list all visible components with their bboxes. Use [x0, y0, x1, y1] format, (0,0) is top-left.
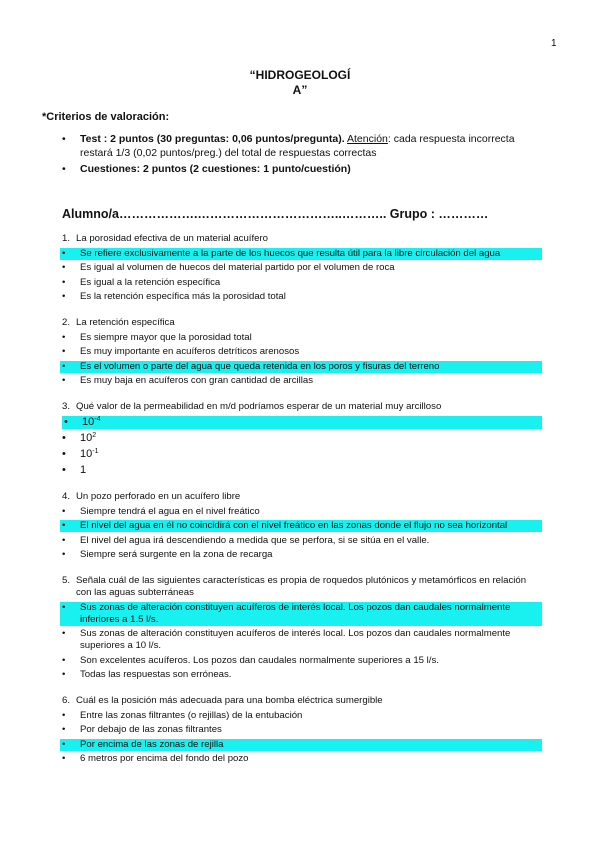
option-text: 6 metros por encima del fondo del pozo: [80, 753, 249, 764]
answer-option: [62, 753, 542, 765]
question-stem: [62, 233, 542, 245]
option-exponent: -1: [92, 448, 99, 455]
question-text: Un pozo perforado en un acuífero libre: [76, 491, 241, 502]
option-text: Es la retención específica más la porosidad total: [80, 291, 286, 302]
question-text: Señala cuál de las siguientes características es propia de roquedos plutónicos y metamórficos en relación con las aguas subterráneas: [76, 575, 527, 598]
answer-option: [62, 549, 542, 561]
option-text: Se refiere exclusivamente a la parte de los huecos que resulta útil para la libre circulación del agua: [80, 247, 501, 259]
option-text: Sus zonas de alteración constituyen acuíferos de interés local. Los pozos dan caudales normalmente superiores a 10 l/s.: [80, 628, 511, 651]
bullet: •: [62, 464, 66, 476]
option-base: 10: [80, 448, 93, 460]
title-line-1: “HIDROGEOLOGÍ: [249, 68, 351, 82]
option-value: [80, 464, 542, 477]
answer-option: [62, 432, 542, 445]
question-number: 2.: [62, 317, 71, 328]
question-2: [62, 317, 542, 387]
option-text: Es el volumen o parte del agua que queda retenida en los poros y fisuras del terreno: [80, 360, 440, 372]
answer-option: [62, 262, 542, 274]
option-value: [82, 416, 542, 429]
question-1: [62, 233, 542, 303]
option-text: Siempre será surgente en la zona de recarga: [80, 549, 273, 560]
bullet: •: [62, 375, 66, 386]
option-text: Es igual a la retención específica: [80, 276, 221, 288]
question-3: [62, 401, 542, 477]
question-text: Cuál es la posición más adecuada para una bomba eléctrica sumergible: [76, 695, 383, 706]
answer-option: [62, 710, 542, 722]
answer-option: [62, 291, 542, 303]
answer-option: [62, 655, 542, 667]
question-stem: [62, 491, 542, 503]
title-line-2: A”: [292, 83, 308, 97]
bullet: •: [62, 291, 66, 302]
question-stem: [62, 575, 542, 599]
option-text: El nivel del agua en él no coincidirá con el nivel freático en las zonas donde el flujo no sea horizontal: [80, 520, 508, 531]
bullet: •: [62, 360, 66, 372]
bullet: •: [62, 724, 66, 735]
question-6: [62, 695, 542, 765]
criteria-test-bold: Test : 2 puntos (30 preguntas: 0,06 puntos/pregunta).: [80, 133, 345, 145]
option-text: Es siempre mayor que la porosidad total: [80, 331, 252, 343]
page-number: 1: [551, 38, 557, 49]
bullet: •: [62, 133, 66, 145]
answer-option: [62, 277, 542, 289]
option-value: [80, 432, 542, 445]
question-4: [62, 491, 542, 561]
bullet: •: [62, 654, 66, 666]
option-exponent: 2: [92, 432, 97, 439]
bullet: •: [62, 276, 66, 288]
criteria-item-test: [62, 133, 542, 160]
answer-option-highlighted: [60, 361, 542, 373]
answer-option: [62, 535, 542, 547]
bullet: •: [62, 669, 66, 680]
bullet: •: [62, 262, 66, 273]
option-exponent: -4: [94, 416, 101, 423]
questions-list: [62, 233, 542, 779]
option-text: Son excelentes acuíferos. Los pozos dan caudales normalmente superiores a 15 l/s.: [80, 654, 439, 666]
bullet: •: [62, 753, 66, 764]
question-5: [62, 575, 542, 681]
option-text: Todas las respuestas son erróneas.: [80, 669, 232, 680]
option-text: Entre las zonas filtrantes (o rejillas) de la entubación: [80, 709, 303, 721]
bullet: •: [62, 163, 66, 175]
bullet: •: [62, 549, 66, 560]
criteria-test-rest: : cada respuesta incorrecta restará 1/3 (0,02 puntos/preg.) del total de respuestas correctas: [80, 133, 515, 159]
answer-option: [62, 375, 542, 387]
answer-option-highlighted: [60, 248, 542, 260]
option-text: Por debajo de las zonas filtrantes: [80, 724, 222, 735]
answer-option-highlighted: [60, 520, 542, 532]
student-group-line: Alumno/a……………….……………………………..……….. Grupo : …………: [62, 207, 489, 221]
question-stem: [62, 317, 542, 329]
criteria-heading: *Criterios de valoración:: [42, 111, 170, 123]
answer-option-highlighted: [60, 739, 542, 751]
attention-label: Atención: [347, 133, 388, 145]
criteria-item-cuestiones: [62, 163, 542, 177]
bullet: •: [64, 416, 68, 428]
option-text: Es muy baja en acuíferos con gran cantidad de arcillas: [80, 375, 314, 386]
criteria-list: [62, 133, 542, 180]
option-text: Es muy importante en acuíferos detríticos arenosos: [80, 346, 300, 357]
answer-option: [62, 628, 542, 652]
option-text: Es igual al volumen de huecos del material partido por el volumen de roca: [80, 262, 395, 273]
answer-option: [62, 724, 542, 736]
question-number: 1.: [62, 233, 71, 244]
bullet: •: [62, 534, 66, 546]
answer-option-highlighted: [62, 416, 542, 429]
option-text: El nivel del agua irá descendiendo a medida que se perfora, si se sitúa en el valle.: [80, 534, 430, 546]
bullet: •: [62, 346, 66, 357]
bullet: •: [62, 738, 66, 750]
answer-option: [62, 669, 542, 681]
document-title: [0, 68, 600, 98]
criteria-cuestiones-text: Cuestiones: 2 puntos (2 cuestiones: 1 punto/cuestión): [80, 163, 351, 175]
question-text: Qué valor de la permeabilidad en m/d podríamos esperar de un material muy arcilloso: [76, 401, 442, 412]
question-number: 6.: [62, 695, 71, 706]
answer-option: [62, 506, 542, 518]
bullet: •: [62, 247, 66, 259]
bullet: •: [62, 520, 66, 531]
question-text: La retención específica: [76, 317, 175, 328]
question-stem: [62, 401, 542, 413]
bullet: •: [62, 709, 66, 721]
bullet: •: [62, 432, 66, 444]
option-text: Sus zonas de alteración constituyen acuíferos de interés local. Los pozos dan caudales normalmente inferiores a 1.5 l/s.: [80, 601, 511, 625]
question-number: 5.: [62, 575, 71, 586]
answer-option: [62, 464, 542, 477]
option-base: 10: [82, 416, 95, 428]
option-value: [80, 448, 542, 461]
answer-option: [62, 346, 542, 358]
option-base: 1: [80, 464, 87, 476]
bullet: •: [62, 448, 66, 460]
question-text: La porosidad efectiva de un material acuífero: [76, 233, 268, 244]
bullet: •: [62, 331, 66, 343]
answer-option-highlighted: [60, 602, 542, 626]
answer-option: [62, 332, 542, 344]
bullet: •: [62, 505, 66, 517]
question-number: 3.: [62, 401, 71, 412]
question-stem: [62, 695, 542, 707]
bullet: •: [62, 628, 66, 639]
option-base: 10: [80, 432, 93, 444]
bullet: •: [62, 601, 66, 613]
option-text: Siempre tendrá el agua en el nivel freático: [80, 505, 260, 517]
answer-option: [62, 448, 542, 461]
question-number: 4.: [62, 491, 71, 502]
option-text: Por encima de las zonas de rejilla: [80, 738, 224, 750]
